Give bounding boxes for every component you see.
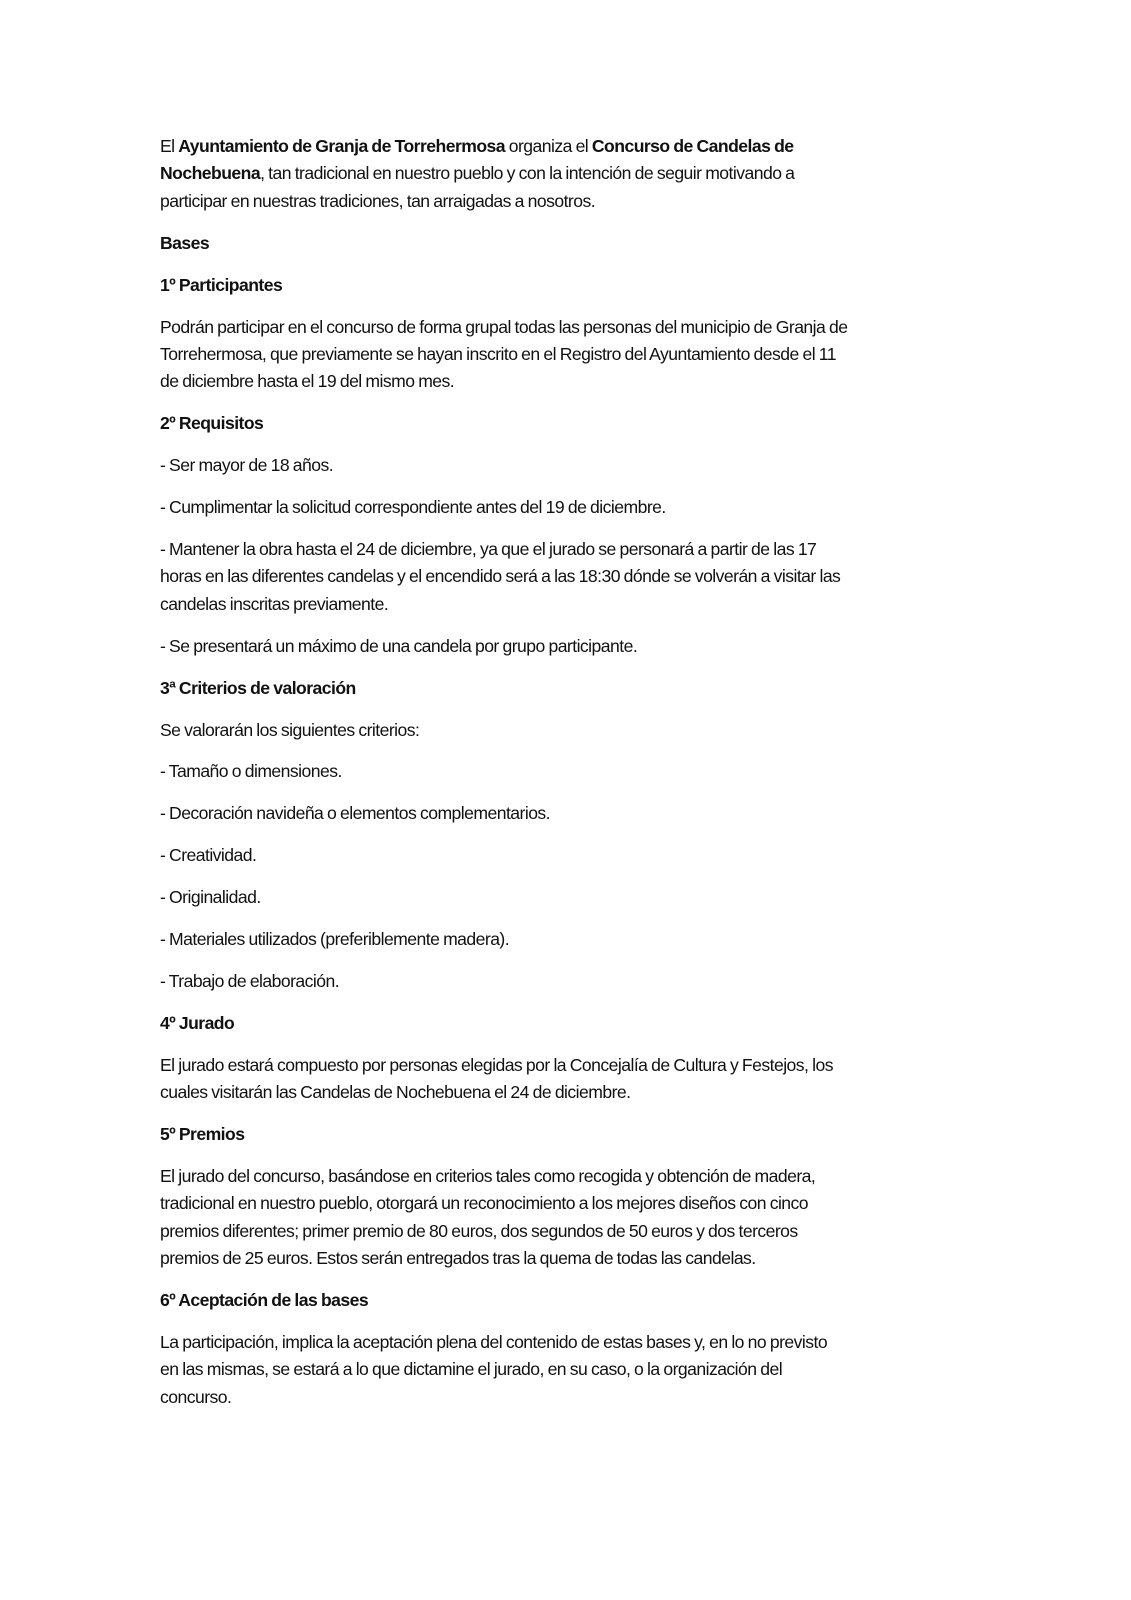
intro-paragraph: [160, 133, 960, 215]
intro-text: , tan tradicional en nuestro pueblo y con la intención de seguir motivando a: [260, 163, 795, 184]
criterio-item: [160, 968, 960, 995]
body-line: en las mismas, se estará a lo que dictamine el jurado, en su caso, o la organización del: [160, 1359, 783, 1380]
list-item: - Se presentará un máximo de una candela por grupo participante.: [160, 635, 638, 656]
requisito-item: [160, 633, 960, 660]
requisito-item: [160, 536, 960, 618]
section-premios-heading: [160, 1121, 960, 1148]
body-line: Podrán participar en el concurso de forma grupal todas las personas del municipio de Granja de: [160, 316, 848, 337]
criterio-item: [160, 758, 960, 785]
section-title: 6º Aceptación de las bases: [160, 1290, 369, 1311]
section-requisitos-heading: [160, 410, 960, 437]
section-criterios-heading: [160, 675, 960, 702]
criterio-item: [160, 884, 960, 911]
section-title: 5º Premios: [160, 1124, 245, 1145]
list-item: - Trabajo de elaboración.: [160, 970, 340, 991]
intro-line-2: [160, 160, 960, 187]
section-participantes-body: [160, 314, 960, 396]
section-participantes-heading: [160, 272, 960, 299]
body-line: Torrehermosa, que previamente se hayan inscrito en el Registro del Ayuntamiento desde el 11: [160, 343, 836, 364]
intro-text: organiza el: [505, 136, 592, 156]
criterio-item: [160, 800, 960, 827]
body-line: El jurado estará compuesto por personas elegidas por la Concejalía de Cultura y Festejos, los: [160, 1054, 833, 1075]
body-line: concurso.: [160, 1386, 232, 1407]
list-item: - Cumplimentar la solicitud correspondiente antes del 19 de diciembre.: [160, 497, 666, 518]
body-line: Se valorarán los siguientes criterios:: [160, 719, 420, 740]
intro-line-3: participar en nuestras tradiciones, tan arraigadas a nosotros.: [160, 190, 596, 211]
list-item: - Creatividad.: [160, 845, 257, 866]
bases-title: Bases: [160, 232, 210, 253]
section-aceptacion-body: [160, 1329, 960, 1411]
intro-text: El: [160, 136, 179, 156]
list-item: - Materiales utilizados (preferiblemente madera).: [160, 929, 510, 950]
intro-line-1: [160, 133, 960, 160]
section-title: 1º Participantes: [160, 274, 283, 295]
section-title: 2º Requisitos: [160, 413, 264, 434]
body-line: La participación, implica la aceptación plena del contenido de estas bases y, en lo no previsto: [160, 1332, 828, 1352]
body-line: cuales visitarán las Candelas de Nochebuena el 24 de diciembre.: [160, 1082, 631, 1103]
body-line: de diciembre hasta el 19 del mismo mes.: [160, 371, 455, 392]
list-item: - Originalidad.: [160, 887, 261, 908]
contest-name: Concurso de Candelas de: [591, 136, 794, 156]
list-item: - Tamaño o dimensiones.: [160, 761, 342, 782]
criterio-item: [160, 926, 960, 953]
criterios-intro: [160, 717, 960, 744]
section-jurado-body: [160, 1052, 960, 1107]
body-line: El jurado del concurso, basándose en criterios tales como recogida y obtención de madera,: [160, 1165, 816, 1186]
criterio-item: [160, 842, 960, 869]
section-jurado-heading: [160, 1010, 960, 1037]
section-title: 4º Jurado: [160, 1012, 235, 1033]
list-item: - Decoración navideña o elementos complementarios.: [160, 803, 551, 824]
list-item: - Mantener la obra hasta el 24 de diciembre, ya que el jurado se personará a partir de las 17: [160, 538, 817, 559]
body-line: premios diferentes; primer premio de 80 euros, dos segundos de 50 euros y dos terceros: [160, 1220, 798, 1241]
section-title: 3ª Criterios de valoración: [160, 677, 356, 698]
document-page: [160, 133, 960, 1426]
bases-title-block: [160, 230, 960, 257]
list-item: candelas inscritas previamente.: [160, 593, 389, 614]
section-premios-body: [160, 1163, 960, 1273]
body-line: premios de 25 euros. Estos serán entregados tras la quema de todas las candelas.: [160, 1248, 756, 1269]
section-aceptacion-heading: [160, 1287, 960, 1314]
organizer-name: Ayuntamiento de Granja de Torrehermosa: [178, 136, 505, 156]
body-line: tradicional en nuestro pueblo, otorgará un reconocimiento a los mejores diseños con cinco: [160, 1193, 809, 1214]
requisito-item: [160, 452, 960, 479]
list-item: horas en las diferentes candelas y el encendido será a las 18:30 dónde se volverán a visitar las: [160, 566, 841, 587]
requisito-item: [160, 494, 960, 521]
contest-name: Nochebuena: [160, 163, 261, 184]
list-item: - Ser mayor de 18 años.: [160, 455, 334, 476]
